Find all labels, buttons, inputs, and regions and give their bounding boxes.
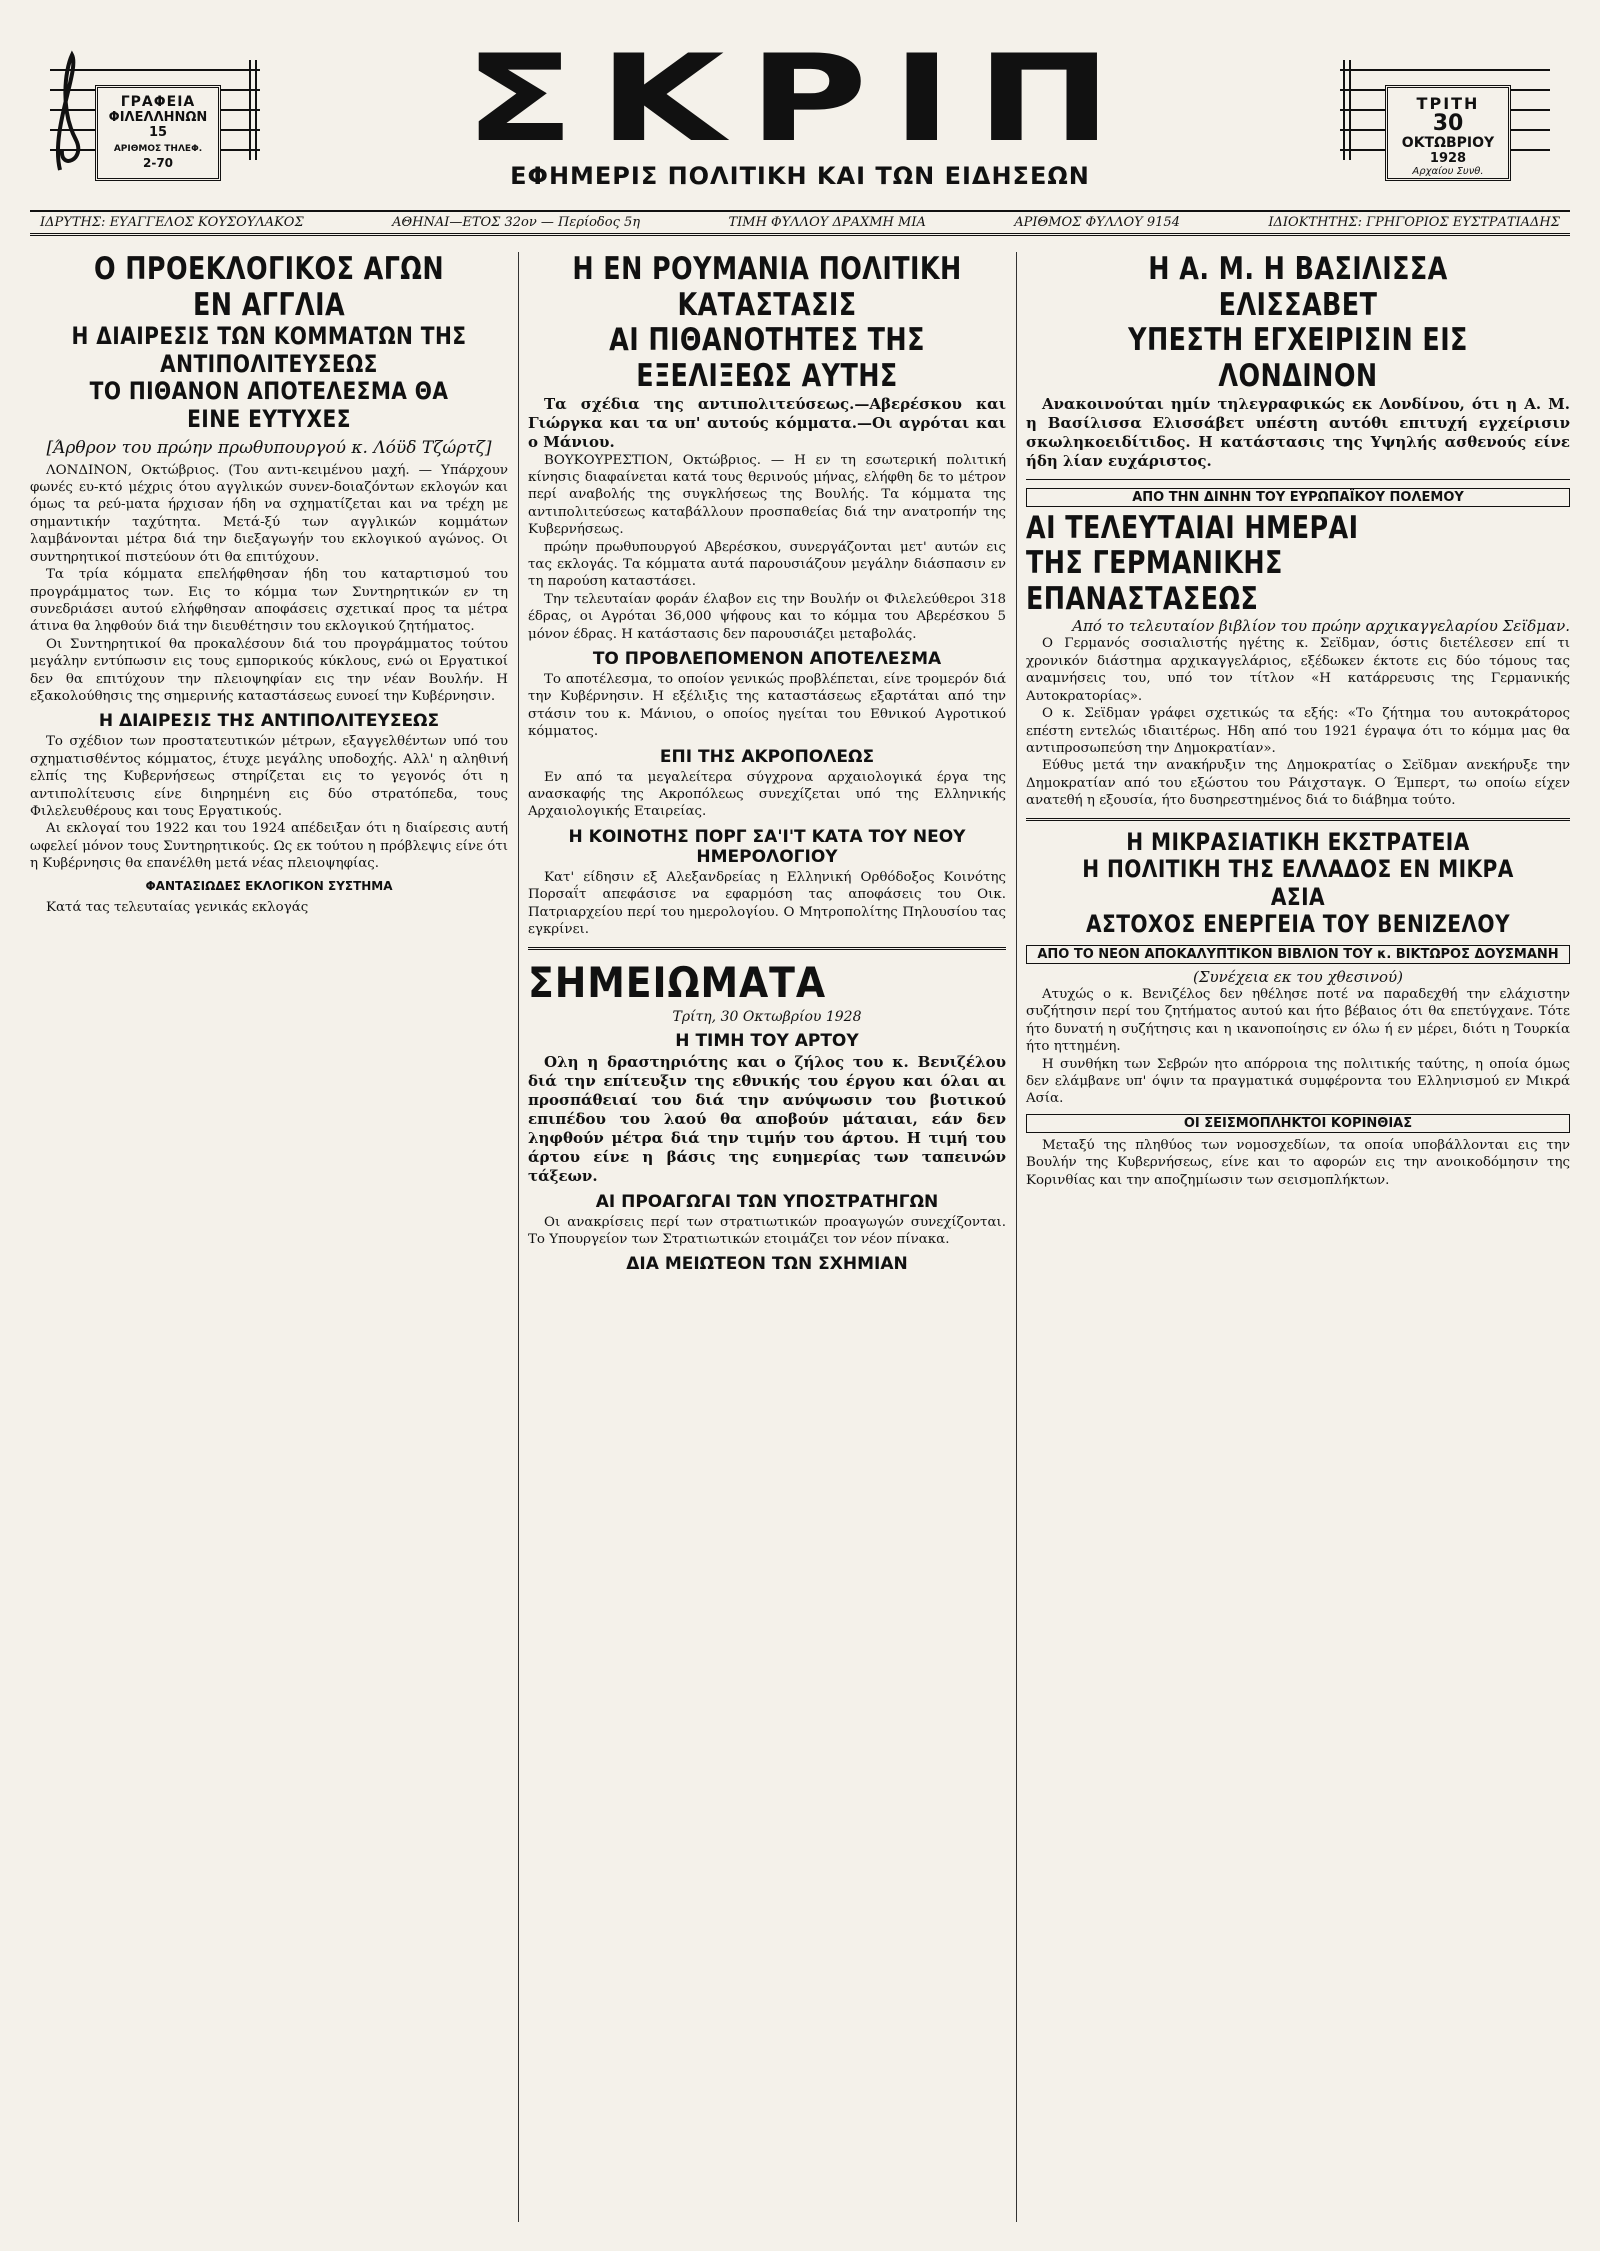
article-paragraph: Την τελευταίαν φοράν έλαβον εις την Βουλήν οι Φιλελεύθεροι 318 έδρας, οι Αγρόται 36,000 ψήφους και το κόμμα του Αβερέσκου 5 μόνον έδρας. Η κατάστασις δεν παρουσιάζει μεταβολάς. [528, 591, 1006, 642]
article-paragraph: πρώην πρωθυπουργού Αβερέσκου, συνεργάζονται μετ' αυτών εις τας εκλογάς. Τα κόμματα αυτά παρουσιάζουν μεγάλην διάσπασιν εν τη παρούση καταστάσει. [528, 539, 1006, 590]
old-style-note: Αρχαίου Συνθ. [1412, 166, 1484, 177]
article-paragraph: Οι ανακρίσεις περί των στρατιωτικών προαγωγών συνεχίζονται. Το Υπουργείον των Στρατιωτικών ετοιμάζει τον νέον πίνακα. [528, 1214, 1006, 1247]
article-lead: Ανακοινούται ημίν τηλεγραφικώς εκ Λονδίνου, ότι η Α. Μ. η Βασίλισσα Ελισσάβετ υπέστη αυτόθι επιτυχή εγχείρισιν σκωληκοειδίτιδος. Η κατάστασις της Υψηλής ασθενούς είνε ήδη λίαν ευχάριστος. [1026, 394, 1570, 470]
column-rule [518, 252, 519, 2222]
column-rule [1016, 252, 1017, 2222]
article-paragraph: Ατυχώς ο κ. Βενιζέλος δεν ηθέλησε ποτέ να παραδεχθή την ελάχιστην συζήτησιν περί του ζητήματος αυτού και ήτο βέβαιος ότι θα επετύγχανε. Τότε ήτο δυνατή η συζήτησις και η ικανοποίησις εν όλω ή εν μέρει, διότι η Τουρκία ήτο ηττημένη. [1026, 986, 1570, 1055]
left-ear [50, 50, 260, 200]
right-ear [1340, 50, 1550, 200]
article-subheadline: ΤΗΣ ΓΕΡΜΑΝΙΚΗΣ ΕΠΑΝΑΣΤΑΣΕΩΣ [1026, 545, 1283, 617]
article-headline: Η Α. Μ. Η ΒΑΣΙΛΙΣΣΑ ΕΛΙΣΣΑΒΕΤ [1148, 251, 1448, 323]
article-paragraph: Μεταξύ της πληθύος των νομοσχεδίων, τα οποία υποβάλλονται εις την Βουλήν της Κυβερνήσεως, είνε και το αφορών εις την ανοικοδόμησιν της Κορινθίας και την αποζημίωσιν των σεισμοπλήκτων. [1026, 1137, 1570, 1188]
section-subheading: ΕΠΙ ΤΗΣ ΑΚΡΟΠΟΛΕΩΣ [659, 746, 875, 767]
offices-box [95, 85, 221, 181]
founder: ΙΔΡΥΤΗΣ: ΕΥΑΓΓΕΛΟΣ ΚΟΥΣΟΥΛΑΚΟΣ [40, 215, 304, 230]
boxed-kicker: ΑΠΟ ΤΗΝ ΔΙΝΗΝ ΤΟΥ ΕΥΡΩΠΑΪΚΟΥ ΠΟΛΕΜΟΥ [1026, 488, 1570, 507]
price: ΤΙΜΗ ΦΥΛΛΟΥ ΔΡΑΧΜΗ ΜΙΑ [728, 215, 926, 230]
owner: ΙΔΙΟΚΤΗΤΗΣ: ΓΡΗΓΟΡΙΟΣ ΕΥΣΤΡΑΤΙΑΔΗΣ [1268, 215, 1560, 230]
article-paragraph: Τα τρία κόμματα επελήφθησαν ήδη του καταρτισμού του προγράμματος των. Εις το κόμμα των Συντηρητικών εν τη συνεδριάσει αυτού ελήφθησαν αποφάσεις σχετικαί προς τα μέτρα άτινα θα ληφθούν διά την διευθέτησιν του εκλογικού ζητήματος. [30, 567, 508, 635]
notes-date: Τρίτη, 30 Οκτωβρίου 1928 [672, 1008, 862, 1025]
offices-address: ΦΙΛΕΛΛΗΝΩΝ 15 [108, 110, 208, 140]
divider [528, 947, 1006, 950]
article-paragraph: Εύθυς μετά την ανακήρυξιν της Δημοκρατίας ο Σεϊδμαν ανεκήρυξε την Δημοκρατίαν από του εξώστου του Ράιχσταγκ. Ο Έμπερτ, τω οποίω είχεν ανατεθή η εξουσία, ήτο δυσηρεστημένος διά το διάβημα τούτο. [1026, 758, 1570, 809]
article-headline: Η ΕΝ ΡΟΥΜΑΝΙΑ ΠΟΛΙΤΙΚΗ ΚΑΤΑΣΤΑΣΙΣ [572, 251, 962, 323]
notes-paragraph: Ολη η δραστηριότης και ο ζήλος του κ. Βενιζέλου διά την επίτευξιν της εθνικής του έργου και όλαι αι προσπάθειαί του διά την ανύψωσιν του βιοτικού επιπέδου του λαού θα αποβούν μάταιαι, εάν δεν ληφθούν μέτρα διά την τιμήν του άρτου. Η τιμή του άρτου είνε η βάσις της ευημερίας των ταπεινών τάξεων. [528, 1052, 1006, 1185]
article-paragraph: Οι Συντηρητικοί θα προκαλέσουν διά του προγράμματος τούτου μεγάλην εντύπωσιν εις τους εμπορικούς κύκλους, ενώ οι Εργατικοί δεν θα επιτύχουν την πλειοψηφίαν εις την νέαν Βουλήν. Η εξακολούθησις της σημερινής καταστάσεως ευνοεί την Κυβέρνησιν. [30, 636, 508, 704]
offices-label: ΓΡΑΦΕΙΑ [120, 94, 196, 110]
article-paragraph: ΛΟΝΔΙΝΟΝ, Οκτώβριος. (Του αντι-κειμένου μαχή. — Υπάρχουν φωνές ευ-κτό μέχρις ότου αγγλικών συνεν-δοιαζόντων εκλογών και όμως τα ρεύ-ματα ήρχισαν ήδη να σχηματίζεται και να τρέχη με σημαντικήν ταχύτητα. Μετά-ξύ των αγγλικών κομμάτων λαμβάνονται μέτρα διά την διεξαγωγήν του εκλογικού αγώνος. Οι συντηρητικοί πιστεύουν ότι θα επιτύχουν. [30, 462, 508, 565]
section-subheading: Η ΔΙΑΙΡΕΣΙΣ ΤΗΣ ΑΝΤΙΠΟΛΙΤΕΥΣΕΩΣ [98, 711, 440, 732]
article-headline: Ο ΠΡΟΕΚΛΟΓΙΚΟΣ ΑΓΩΝ ΕΝ ΑΓΓΛΙΑ [93, 251, 445, 323]
notes-section-title: ΣΗΜΕΙΩΜΑΤΑ [528, 957, 827, 1007]
newspaper-subtitle: ΕΦΗΜΕΡΙΣ ΠΟΛΙΤΙΚΗ ΚΑΙ ΤΩΝ ΕΙΔΗΣΕΩΝ [510, 162, 1090, 190]
phone-number: 2-70 [142, 156, 174, 170]
article-note: Από το τελευταίον βιβλίον του πρώην αρχικαγγελαρίου Σεϊδμαν. [1072, 617, 1570, 636]
article-subheadline: Η ΠΟΛΙΤΙΚΗ ΤΗΣ ΕΛΛΑΔΟΣ ΕΝ ΜΙΚΡΑ ΑΣΙΑ [1082, 855, 1514, 911]
weekday: ΤΡΙΤΗ [1416, 94, 1480, 113]
article-subheadline: ΑΣΤΟΧΟΣ ΕΝΕΡΓΕΙΑ ΤΟΥ ΒΕΝΙΖΕΛΟΥ [1085, 910, 1511, 939]
phone-label: ΑΡΙΘΜΟΣ ΤΗΛΕΦ. [113, 144, 203, 154]
info-bar [30, 210, 1570, 236]
day-number: 30 [1432, 111, 1464, 136]
article-lead: Τα σχέδια της αντιπολιτεύσεως.—Αβερέσκου και Γιώργκα και τα υπ' αυτούς κόμματα.—Οι αγρόται και ο Μάνιου. [528, 394, 1006, 451]
divider [1026, 818, 1570, 821]
article-paragraph: Το αποτέλεσμα, το οποίον γενικώς προβλέπεται, είνε τρομερόν διά την Κυβέρνησιν. Η εξέλιξις της καταστάσεως εξαρτάται από την στάσιν του κ. Μάνιου, ο οποίος ηγείται του Εθνικού Αγροτικού κόμματος. [528, 672, 1006, 740]
article-subheadline: ΑΙ ΠΙΘΑΝΟΤΗΤΕΣ ΤΗΣ ΕΞΕΛΙΞΕΩΣ ΑΥΤΗΣ [609, 322, 925, 394]
article-paragraph: Ο κ. Σεϊδμαν γράφει σχετικώς τα εξής: «Το ζήτημα του αυτοκράτορος επέστη εντελώς ιδιαιτέρως. Ηδη από του 1921 έγραψα ότι το κόμμα μας θα αντιπροσωπεύση την Δημοκρατίαν». [1026, 706, 1570, 756]
column-2 [528, 252, 1006, 1276]
article-subheadline: Η ΔΙΑΙΡΕΣΙΣ ΤΩΝ ΚΟΜΜΑΤΩΝ ΤΗΣ ΑΝΤΙΠΟΛΙΤΕΥΣΕΩΣ [71, 322, 467, 378]
issue-number: ΑΡΙΘΜΟΣ ΦΥΛΛΟΥ 9154 [1014, 215, 1180, 230]
article-paragraph: Η συνθήκη των Σεβρών ητο απόρροια της πολιτικής ταύτης, η οποία όμως δεν ελάμβανε υπ' όψιν τα πραγματικά συμφέροντα του Ελληνισμού εν Μικρά Ασία. [1026, 1056, 1570, 1107]
year: 1928 [1429, 151, 1467, 166]
article-paragraph: Κατά τας τελευταίας γενικάς εκλογάς [46, 899, 309, 915]
article-subheadline: ΥΠΕΣΤΗ ΕΓΧΕΙΡΙΣΙΝ ΕΙΣ ΛΟΝΔΙΝΟΝ [1128, 322, 1468, 394]
article-byline: [Άρθρον του πρώην πρωθυπουργού κ. Λόϋδ Τζώρτζ] [46, 437, 492, 458]
article-note: (Συνέχεια εκ του χθεσινού) [1193, 967, 1403, 986]
article-headline: ΑΙ ΤΕΛΕΥΤΑΙΑΙ ΗΜΕΡΑΙ [1026, 509, 1359, 546]
newspaper-logo: ΣΚΡΙΠ [463, 30, 1137, 169]
date-box [1385, 85, 1511, 181]
section-subheading: ΤΟ ΠΡΟΒΛΕΠΟΜΕΝΟΝ ΑΠΟΤΕΛΕΣΜΑ [592, 649, 942, 670]
article-paragraph: Κατ' είδησιν εξ Αλεξανδρείας η Ελληνική Ορθόδοξος Κοινότης Πορσαΐτ απεφάσισε να εφαρμόση τας αποφάσεις του Οικ. Πατριαρχείου περί του ημερολογίου. Ο Μητροπολίτης Πηλουσίου τας εγκρίνει. [528, 869, 1006, 938]
column-3 [1026, 252, 1570, 1189]
masthead [30, 20, 1570, 200]
article-subheadline: ΤΟ ΠΙΘΑΝΟΝ ΑΠΟΤΕΛΕΣΜΑ ΘΑ ΕΙΝΕ ΕΥΤΥΧΕΣ [89, 377, 449, 434]
section-subheading: ΑΙ ΠΡΟΑΓΩΓΑΙ ΤΩΝ ΥΠΟΣΤΡΑΤΗΓΩΝ [595, 1191, 939, 1212]
article-headline: Η ΜΙΚΡΑΣΙΑΤΙΚΗ ΕΚΣΤΡΑΤΕΙΑ [1126, 827, 1470, 856]
article-paragraph: Εν από τα μεγαλείτερα σύγχρονα αρχαιολογικά έργα της ανασκαφής της Ακροπόλεως συνεχίζεται υπό της Ελληνικής Αρχαιολογικής Εταιρείας. [528, 769, 1006, 820]
section-subheading: Η ΚΟΙΝΟΤΗΣ ΠΟΡΓ ΣΑ'Ι'Τ ΚΑΤΑ ΤΟΥ ΝΕΟΥ ΗΜΕΡΟΛΟΓΙΟΥ [568, 826, 966, 867]
newspaper-page [30, 20, 1570, 2230]
article-paragraph: ΒΟΥΚΟΥΡΕΣΤΙΟΝ, Οκτώβριος. — Η εν τη εσωτερική πολιτική κίνησις διαφαίνεται κατά τους θερινούς μήνας, ελήφθη δε το μέτρον περί αναβολής της συγκλήσεως της Βουλής. Τα κόμματα της αντιπολιτεύσεως καταβάλλουν προσπαθείας διά την ανατροπήν της Κυβερνήσεως. [528, 452, 1006, 538]
article-paragraph: Αι εκλογαί του 1922 και του 1924 απέδειξαν ότι η διαίρεσις αυτή ωφελεί μόνον τους Συντηρητικούς. Ως εκ τούτου η πρόβλεψις είνε ότι η Κυβέρνησις θα επανέλθη μετά νέας πλειοψηφίας. [30, 821, 508, 872]
article-paragraph: Το σχέδιον των προστατευτικών μέτρων, εξαγγελθέντων υπό του σχηματισθέντος κόμματος, έτυχε μεγάλης υποδοχής. Αλλ' η αληθινή ελπίς της Κυβερνήσεως στηρίζεται εις το γεγονός ότι η αντιπολίτευσις είνε διηρημένη εις δύο στρατόπεδα, τους Φιλελευθέρους και τους Εργατικούς. [30, 734, 508, 819]
divider [1026, 479, 1570, 480]
section-subheading: ΦΑΝΤΑΣΙΩΔΕΣ ΕΚΛΟΓΙΚΟΝ ΣΥΣΤΗΜΑ [145, 878, 393, 893]
column-1 [30, 252, 508, 916]
boxed-kicker: ΑΠΟ ΤΟ ΝΕΟΝ ΑΠΟΚΑΛΥΠΤΙΚΟΝ ΒΙΒΛΙΟΝ ΤΟΥ κ. ΒΙΚΤΩΡΟΣ ΔΟΥΣΜΑΝΗ [1026, 945, 1570, 964]
volume-year: ΑΘΗΝΑΙ—ΕΤΟΣ 32ον — Περίοδος 5η [392, 215, 641, 230]
month: ΟΚΤΩΒΡΙΟΥ [1401, 135, 1495, 151]
section-subheading: ΔΙΑ ΜΕΙΩΤΕΟΝ ΤΩΝ ΣΧΗΜΙΑΝ [626, 1254, 908, 1275]
notes-subheading: Η ΤΙΜΗ ΤΟΥ ΑΡΤΟΥ [675, 1030, 859, 1051]
article-paragraph: Ο Γερμανός σοσιαλιστής ηγέτης κ. Σεϊδμαν, όστις διετέλεσεν επί τι χρονικόν διάστημα αρχικαγγελάριος, εξέδωκεν έκτοτε εις δύο τόμους τας αναμνήσεις του, υπό τον τίτλον «Η κατάρρευσις της Γερμανικής Αυτοκρατορίας». [1026, 636, 1570, 704]
boxed-kicker: ΟΙ ΣΕΙΣΜΟΠΛΗΚΤΟΙ ΚΟΡΙΝΘΙΑΣ [1026, 1114, 1570, 1133]
